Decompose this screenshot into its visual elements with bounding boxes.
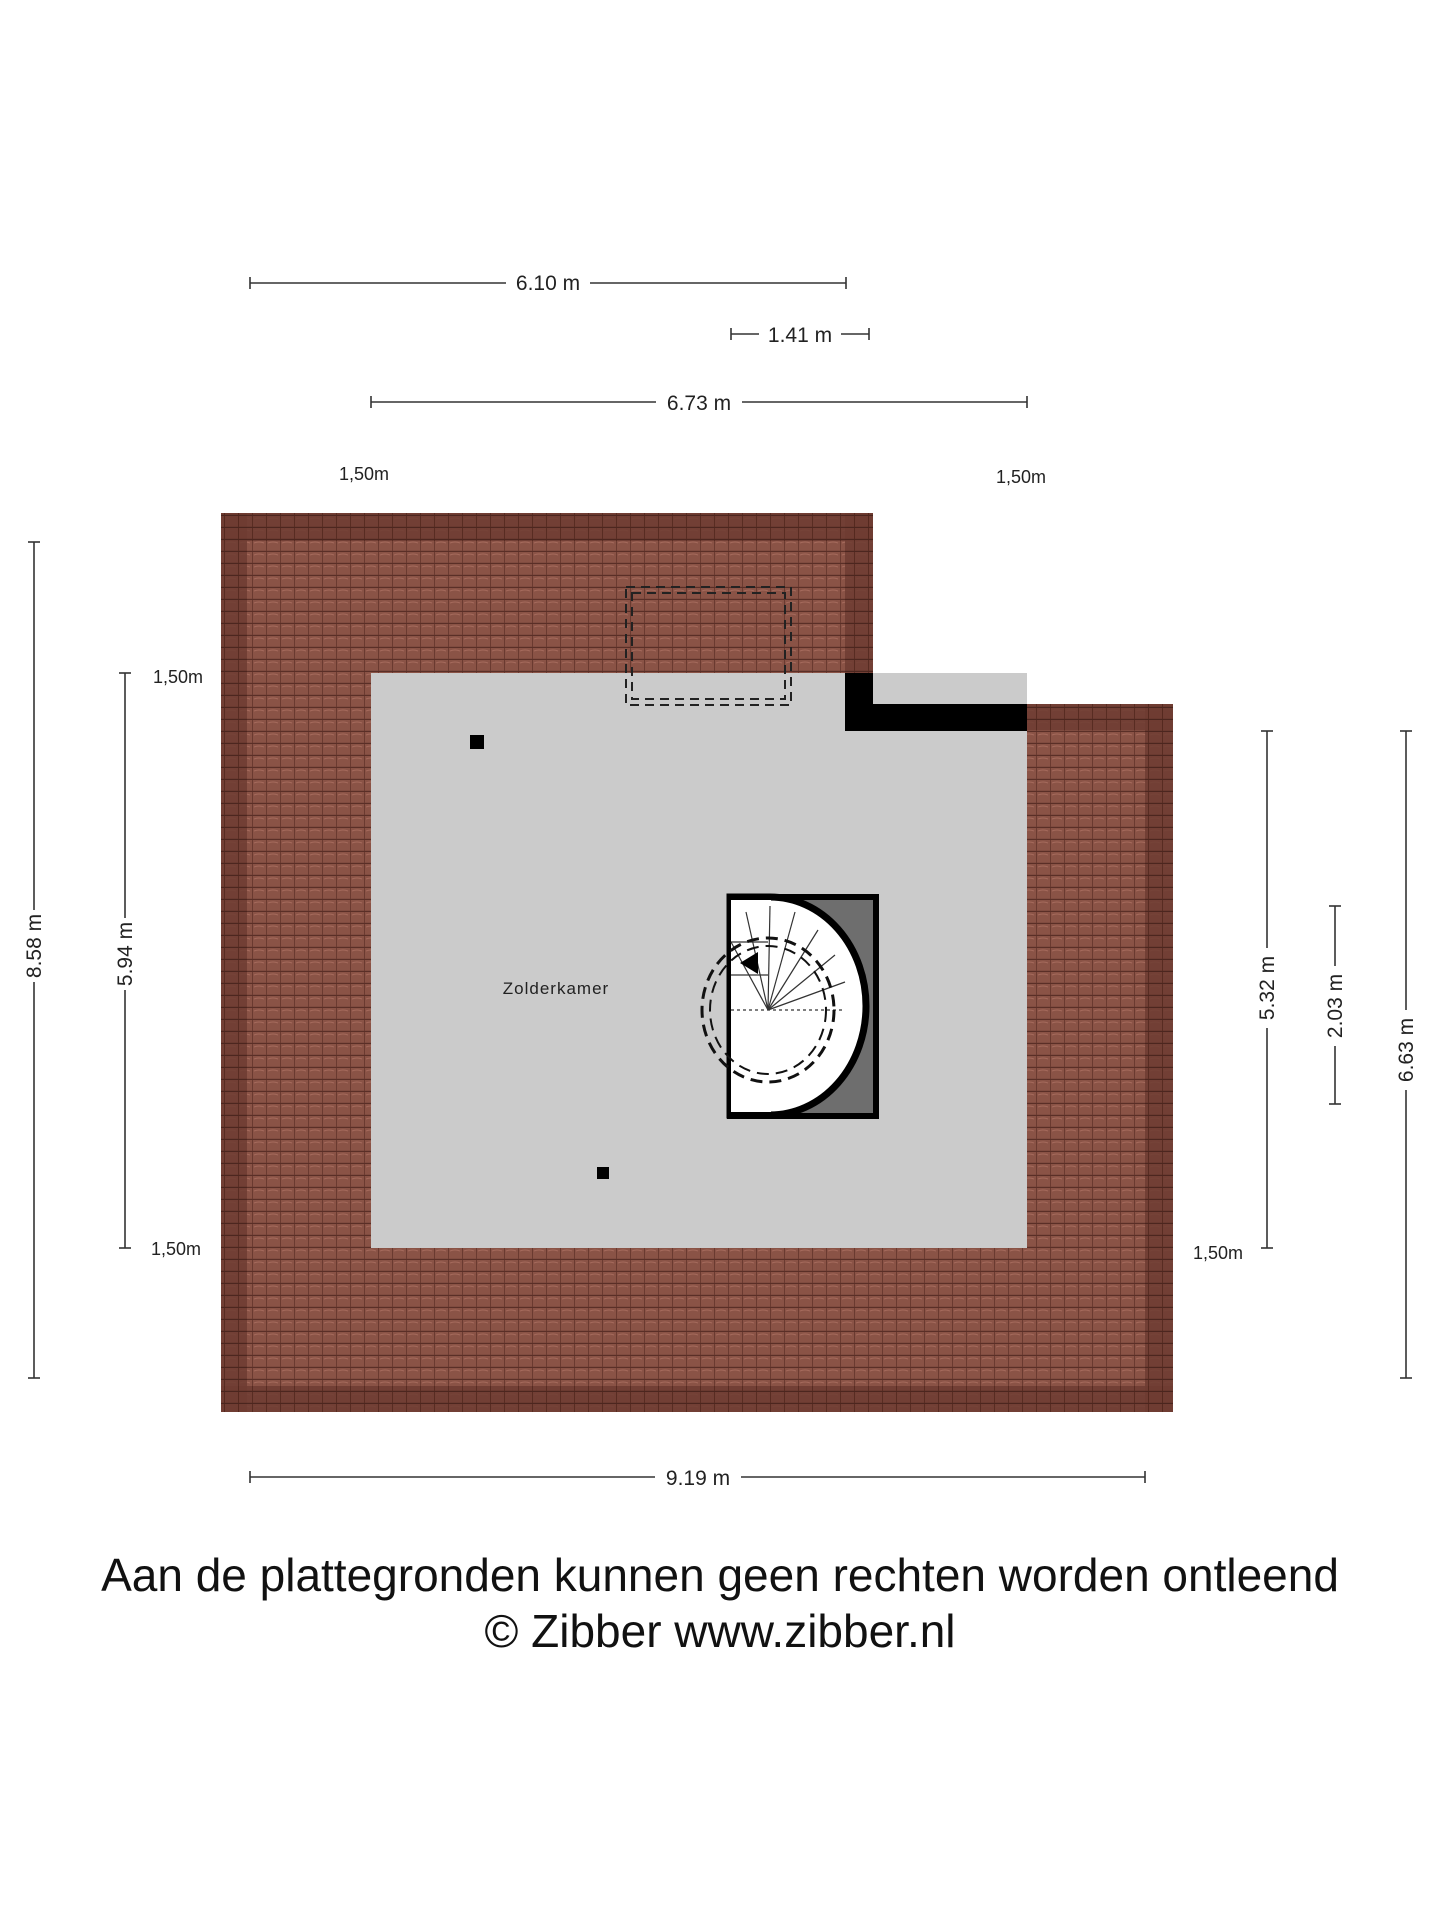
roof-eave-right-top — [1026, 704, 1173, 730]
dimension-label: 5.94 m — [114, 921, 137, 987]
post-lower — [597, 1167, 609, 1179]
dimension-label: 6.63 m — [1395, 1017, 1418, 1083]
disclaimer-text: Aan de plattegronden kunnen geen rechten worden ontleend — [101, 1549, 1339, 1601]
dimension-right-stair — [1324, 906, 1347, 1104]
roof-eave-top — [221, 513, 873, 541]
overhang-label-top-right: 1,50m — [995, 467, 1047, 487]
dimension-top-1 — [250, 272, 846, 295]
dimension-left-inner — [114, 673, 137, 1248]
overhang-label-left-bottom: 1,50m — [150, 1239, 202, 1259]
dimension-label: 6.73 m — [666, 392, 732, 415]
dimension-right-outer — [1395, 731, 1418, 1378]
roof-eave-right-upper — [845, 513, 873, 673]
dimension-label: 8.58 m — [23, 913, 46, 979]
dimension-top-3 — [371, 392, 1027, 415]
roof-eave-bottom — [221, 1386, 1173, 1412]
overhang-label-top-left: 1,50m — [338, 464, 390, 484]
floor-area-notch — [371, 673, 845, 705]
dimension-label: 1.41 m — [767, 324, 833, 347]
dimension-right-inner — [1256, 731, 1279, 1248]
copyright-text: © Zibber www.zibber.nl — [484, 1605, 956, 1657]
dimension-label: 2.03 m — [1324, 973, 1347, 1039]
dimension-top-2 — [731, 324, 869, 347]
dimension-bottom — [250, 1467, 1145, 1490]
post-upper — [470, 735, 484, 749]
room-label: Zolderkamer — [502, 979, 610, 998]
dimension-left-outer — [23, 542, 46, 1378]
spiral-stair — [702, 897, 876, 1116]
overhang-label-right-bottom: 1,50m — [1192, 1243, 1244, 1263]
floor-area — [371, 673, 1027, 1248]
roof-eave-left — [221, 513, 247, 1412]
dimension-label: 5.32 m — [1256, 955, 1279, 1021]
overhang-label-left-top: 1,50m — [152, 667, 204, 687]
dimension-label: 6.10 m — [515, 272, 581, 295]
dimension-label: 9.19 m — [665, 1467, 731, 1490]
roof-eave-right — [1145, 704, 1173, 1412]
